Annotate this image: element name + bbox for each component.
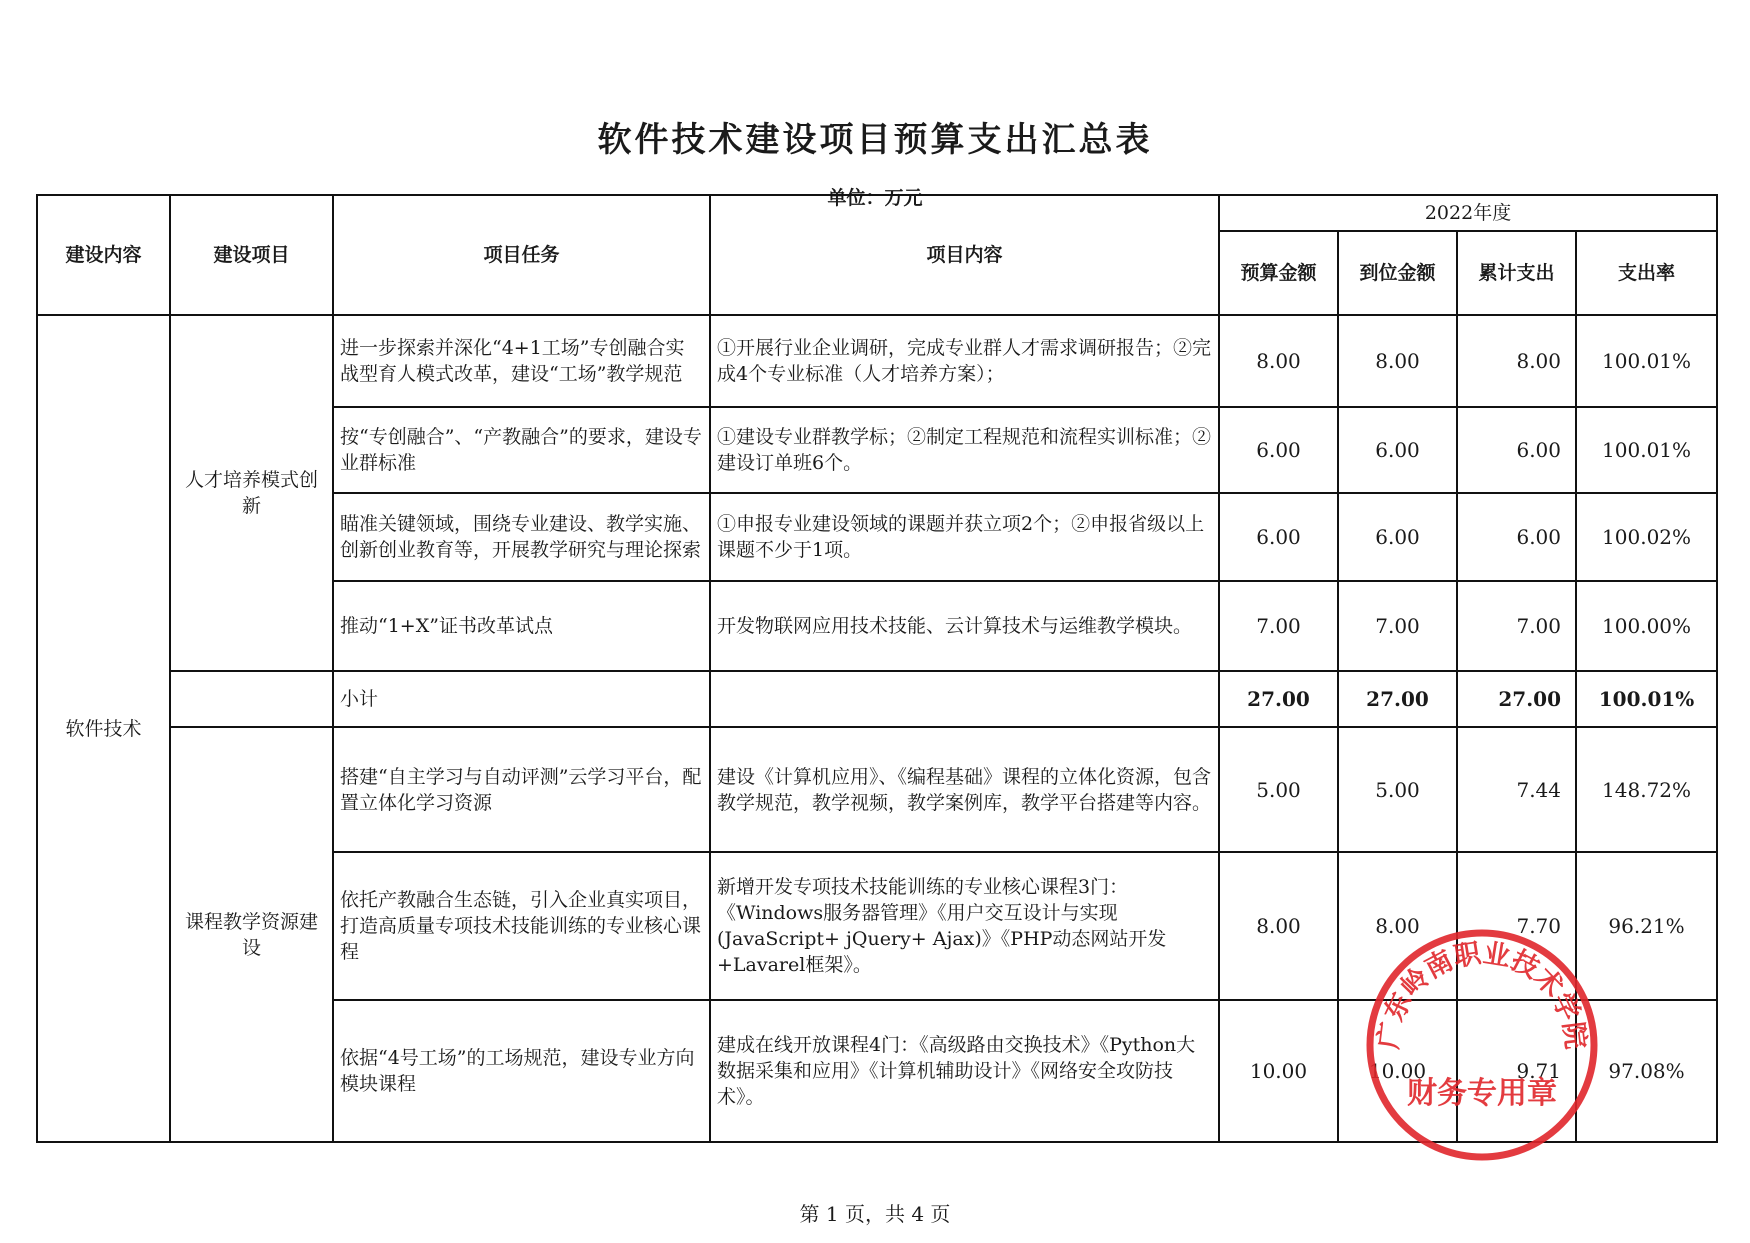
rate-cell: 100.01% bbox=[1576, 315, 1717, 407]
cumulative-cell: 7.70 bbox=[1457, 852, 1576, 1000]
header-construction-content: 建设内容 bbox=[37, 195, 170, 315]
project-name: 课程教学资源建设 bbox=[170, 727, 333, 1142]
rate-cell: 100.00% bbox=[1576, 581, 1717, 671]
project-name: 人才培养模式创新 bbox=[170, 315, 333, 671]
table-row bbox=[37, 727, 1717, 852]
task-cell: 进一步探索并深化“4+1工场”专创融合实战型育人模式改革，建设“工场”教学规范 bbox=[333, 315, 710, 407]
subtotal-budget: 27.00 bbox=[1219, 671, 1338, 727]
budget-cell: 8.00 bbox=[1219, 852, 1338, 1000]
rate-cell: 96.21% bbox=[1576, 852, 1717, 1000]
page-footer: 第 1 页，共 4 页 bbox=[799, 1202, 951, 1226]
content-cell: 开发物联网应用技术技能、云计算技术与运维教学模块。 bbox=[710, 581, 1219, 671]
subtotal-cumulative: 27.00 bbox=[1457, 671, 1576, 727]
finance-seal-stamp bbox=[1362, 925, 1602, 1165]
received-cell: 8.00 bbox=[1338, 852, 1457, 1000]
subtotal-rate: 100.01% bbox=[1576, 671, 1717, 727]
budget-cell: 5.00 bbox=[1219, 727, 1338, 852]
table-row bbox=[37, 315, 1717, 407]
header-year: 2022年度 bbox=[1219, 195, 1717, 231]
budget-cell: 6.00 bbox=[1219, 493, 1338, 581]
subtotal-row bbox=[37, 671, 1717, 727]
subtotal-received: 27.00 bbox=[1338, 671, 1457, 727]
content-cell: ①申报专业建设领域的课题并获立项2个；②申报省级以上课题不少于1项。 bbox=[710, 493, 1219, 581]
section-label: 软件技术 bbox=[37, 315, 170, 1142]
rate-cell: 148.72% bbox=[1576, 727, 1717, 852]
svg-text:广东岭南职业技术学院 bbox=[1373, 938, 1591, 1051]
content-cell: 建成在线开放课程4门：《高级路由交换技术》《Python大数据采集和应用》《计算机辅助设计》《网络安全攻防技术》。 bbox=[710, 1000, 1219, 1142]
budget-cell: 7.00 bbox=[1219, 581, 1338, 671]
cumulative-cell: 7.00 bbox=[1457, 581, 1576, 671]
subtotal-label: 小计 bbox=[333, 671, 710, 727]
content-cell: 建设《计算机应用》、《编程基础》课程的立体化资源，包含教学规范，教学视频，教学案例库，教学平台搭建等内容。 bbox=[710, 727, 1219, 852]
subtotal-project-blank bbox=[170, 671, 333, 727]
task-cell: 依据“4号工场”的工场规范，建设专业方向模块课程 bbox=[333, 1000, 710, 1142]
rate-cell: 100.01% bbox=[1576, 407, 1717, 493]
received-cell: 6.00 bbox=[1338, 407, 1457, 493]
header-project-content: 项目内容 bbox=[710, 195, 1219, 315]
header-rate: 支出率 bbox=[1576, 231, 1717, 315]
cumulative-cell: 7.44 bbox=[1457, 727, 1576, 852]
cumulative-cell: 6.00 bbox=[1457, 407, 1576, 493]
received-cell: 8.00 bbox=[1338, 315, 1457, 407]
received-cell: 5.00 bbox=[1338, 727, 1457, 852]
received-cell: 10.00 bbox=[1338, 1000, 1457, 1142]
content-cell: 新增开发专项技术技能训练的专业核心课程3门：《Windows服务器管理》《用户交互设计与实现(JavaScript+ jQuery+ Ajax)》《PHP动态网站开发+Lavarel框架》。 bbox=[710, 852, 1219, 1000]
header-budget: 预算金额 bbox=[1219, 231, 1338, 315]
rate-cell: 100.02% bbox=[1576, 493, 1717, 581]
unit-label: 单位：万元 bbox=[827, 187, 923, 209]
content-cell: ①开展行业企业调研，完成专业群人才需求调研报告；②完成4个专业标准（人才培养方案）； bbox=[710, 315, 1219, 407]
header-project-task: 项目任务 bbox=[333, 195, 710, 315]
budget-cell: 8.00 bbox=[1219, 315, 1338, 407]
task-cell: 瞄准关键领域，围绕专业建设、教学实施、创新创业教育等，开展教学研究与理论探索 bbox=[333, 493, 710, 581]
task-cell: 推动“1+X”证书改革试点 bbox=[333, 581, 710, 671]
rate-cell: 97.08% bbox=[1576, 1000, 1717, 1142]
budget-cell: 10.00 bbox=[1219, 1000, 1338, 1142]
task-cell: 搭建“自主学习与自动评测”云学习平台，配置立体化学习资源 bbox=[333, 727, 710, 852]
header-construction-project: 建设项目 bbox=[170, 195, 333, 315]
seal-sub-text: 财务专用章 bbox=[1407, 1076, 1557, 1111]
cumulative-cell: 6.00 bbox=[1457, 493, 1576, 581]
received-cell: 7.00 bbox=[1338, 581, 1457, 671]
budget-cell: 6.00 bbox=[1219, 407, 1338, 493]
task-cell: 按“专创融合”、“产教融合”的要求，建设专业群标准 bbox=[333, 407, 710, 493]
cumulative-cell: 8.00 bbox=[1457, 315, 1576, 407]
task-cell: 依托产教融合生态链，引入企业真实项目，打造高质量专项技术技能训练的专业核心课程 bbox=[333, 852, 710, 1000]
cumulative-cell: 9.71 bbox=[1457, 1000, 1576, 1142]
document-title: 软件技术建设项目预算支出汇总表 bbox=[597, 120, 1153, 160]
subtotal-content-blank bbox=[710, 671, 1219, 727]
received-cell: 6.00 bbox=[1338, 493, 1457, 581]
header-cumulative: 累计支出 bbox=[1457, 231, 1576, 315]
content-cell: ①建设专业群教学标；②制定工程规范和流程实训标准；②建设订单班6个。 bbox=[710, 407, 1219, 493]
seal-arc-text: 广东岭南职业技术学院 bbox=[1373, 938, 1591, 1051]
header-received: 到位金额 bbox=[1338, 231, 1457, 315]
